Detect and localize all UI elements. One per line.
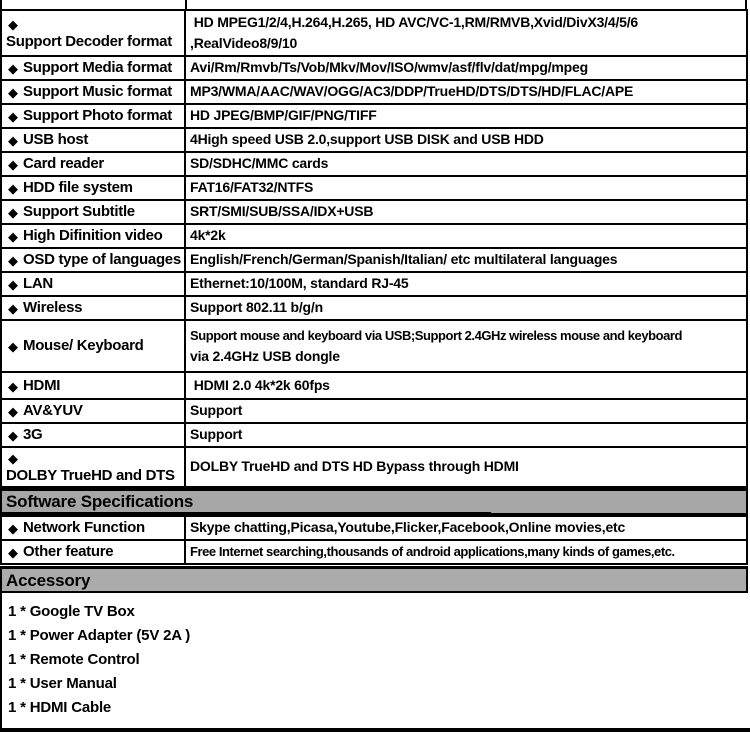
spec-value: DOLBY TrueHD and DTS HD Bypass through HDMI: [190, 458, 519, 474]
diamond-bullet-icon: ◆: [8, 339, 18, 354]
list-item: 1 * User Manual: [8, 675, 117, 692]
spec-value-cell: [185, 56, 747, 80]
spec-value: SD/SDHC/MMC cards: [190, 155, 329, 171]
spec-value: via 2.4GHz USB dongle: [190, 348, 340, 364]
table-row: [1, 447, 747, 487]
spec-label-cell: [1, 423, 185, 447]
spec-value-cell: [185, 296, 747, 320]
spec-value-cell: [185, 272, 747, 296]
table-row: [1, 296, 747, 320]
diamond-bullet-icon: ◆: [8, 181, 18, 196]
spec-value-cell: [185, 320, 747, 372]
spec-label: DOLBY TrueHD and DTS: [6, 467, 175, 484]
spec-value-cell: [185, 128, 747, 152]
table-row: [1, 56, 747, 80]
column-divider-stub: [185, 0, 187, 9]
spec-value: Support: [190, 426, 243, 442]
spec-value: HDMI 2.0 4k*2k 60fps: [190, 376, 330, 393]
spec-label: Mouse/ Keyboard: [23, 337, 144, 354]
software-specifications-header: [0, 488, 748, 515]
spec-label-cell: [1, 10, 185, 56]
table-row: [1, 272, 747, 296]
spec-value-cell: [185, 516, 747, 540]
diamond-bullet-icon: ◆: [8, 133, 18, 148]
table-row: [1, 399, 747, 423]
spec-label: Support Photo format: [23, 107, 172, 124]
spec-label: Support Music format: [23, 83, 173, 100]
spec-value-cell: [185, 152, 747, 176]
spec-value-cell: [185, 104, 747, 128]
spec-value-cell: [185, 80, 747, 104]
spec-value: English/French/German/Spanish/Italian/ etc multilateral languages: [190, 251, 618, 267]
spec-label: HDD file system: [23, 179, 133, 196]
spec-label: High Difinition video: [23, 227, 163, 244]
table-row: [1, 104, 747, 128]
spec-label: Card reader: [23, 155, 104, 172]
spec-value: Support mouse and keyboard via USB;Support 2.4GHz wireless mouse and keyboard: [190, 328, 682, 343]
table-row: [1, 320, 747, 372]
diamond-bullet-icon: ◆: [8, 205, 18, 220]
spec-label: Support Media format: [23, 59, 173, 76]
spec-value-cell: [185, 372, 747, 399]
diamond-bullet-icon: ◆: [8, 229, 18, 244]
diamond-bullet-icon: ◆: [8, 521, 18, 536]
spec-label: USB host: [23, 131, 89, 148]
spec-label-cell: [1, 248, 185, 272]
spec-label: 3G: [23, 426, 43, 443]
diamond-bullet-icon: ◆: [8, 545, 18, 560]
spec-value: HD MPEG1/2/4,H.264,H.265, HD AVC/VC-1,RM/RMVB,Xvid/DivX3/4/5/6: [190, 14, 638, 30]
spec-value-cell: [185, 224, 747, 248]
diamond-bullet-icon: ◆: [8, 277, 18, 292]
spec-value: Free Internet searching,thousands of android applications,many kinds of games,etc.: [190, 544, 675, 559]
spec-value-cell: [185, 200, 747, 224]
spec-label-cell: [1, 272, 185, 296]
spec-value: HD JPEG/BMP/GIF/PNG/TIFF: [190, 107, 377, 123]
spec-value: Support: [190, 402, 243, 418]
spec-label-cell: [1, 104, 185, 128]
table-row: [1, 248, 747, 272]
spec-label: Support Subtitle: [23, 203, 135, 220]
spec-value-cell: [185, 423, 747, 447]
spec-label: HDMI: [23, 376, 61, 394]
spec-label: Wireless: [23, 299, 83, 316]
hardware-spec-table: [0, 9, 748, 488]
accessory-list: [0, 593, 750, 732]
spec-value: 4High speed USB 2.0,support USB DISK and USB HDD: [190, 131, 544, 147]
spec-label-cell: [1, 320, 185, 372]
section-title: Software Specifications: [2, 491, 491, 515]
diamond-bullet-icon: ◆: [8, 451, 18, 466]
left-border-stub: [0, 0, 2, 9]
spec-label-cell: [1, 224, 185, 248]
spec-value: FAT16/FAT32/NTFS: [190, 179, 314, 195]
spec-value: ,RealVideo8/9/10: [190, 35, 298, 51]
spec-label-cell: [1, 540, 185, 564]
accessory-header: [0, 566, 748, 593]
spec-value: 4k*2k: [190, 227, 226, 243]
right-border-stub: [745, 0, 747, 9]
spec-label: Other feature: [23, 543, 114, 560]
spec-label-cell: [1, 296, 185, 320]
diamond-bullet-icon: ◆: [8, 428, 18, 443]
table-crop-strip: [0, 0, 750, 9]
table-row: [1, 540, 747, 564]
diamond-bullet-icon: ◆: [8, 85, 18, 100]
spec-value: Support 802.11 b/g/n: [190, 299, 323, 315]
table-row: [1, 152, 747, 176]
table-row: [1, 200, 747, 224]
spec-value: SRT/SMI/SUB/SSA/IDX+USB: [190, 203, 374, 219]
table-row: [1, 176, 747, 200]
spec-label-cell: [1, 80, 185, 104]
spec-label-cell: [1, 516, 185, 540]
spec-label-cell: [1, 399, 185, 423]
diamond-bullet-icon: ◆: [8, 157, 18, 172]
spec-value: Skype chatting,Picasa,Youtube,Flicker,Facebook,Online movies,etc: [190, 519, 626, 535]
spec-label-cell: [1, 152, 185, 176]
table-row: [1, 80, 747, 104]
table-row: [1, 372, 747, 399]
spec-label: LAN: [23, 275, 53, 292]
spec-value: MP3/WMA/AAC/WAV/OGG/AC3/DDP/TrueHD/DTS/DTS/HD/FLAC/APE: [190, 83, 634, 99]
table-row: [1, 224, 747, 248]
spec-label: OSD type of languages: [23, 251, 181, 268]
spec-label-cell: [1, 200, 185, 224]
spec-label-cell: [1, 176, 185, 200]
spec-value: Ethernet:10/100M, standard RJ-45: [190, 275, 409, 291]
spec-value-cell: [185, 10, 747, 56]
spec-label-cell: [1, 128, 185, 152]
software-spec-table: [0, 515, 748, 565]
spec-label: Support Decoder format: [6, 33, 172, 50]
list-item: 1 * Remote Control: [8, 651, 140, 668]
spec-label: AV&YUV: [23, 402, 83, 419]
spec-label-cell: [1, 447, 185, 487]
table-row: [1, 423, 747, 447]
spec-label: Network Function: [23, 519, 145, 536]
list-item: 1 * Google TV Box: [8, 603, 135, 620]
spec-value-cell: [185, 447, 747, 487]
spec-label-cell: [1, 56, 185, 80]
list-item: 1 * Power Adapter (5V 2A ): [8, 627, 191, 644]
diamond-bullet-icon: ◆: [8, 109, 18, 124]
table-row: [1, 516, 747, 540]
list-item: 1 * HDMI Cable: [8, 699, 112, 716]
spec-value: Avi/Rm/Rmvb/Ts/Vob/Mkv/Mov/ISO/wmv/asf/flv/dat/mpg/mpeg: [190, 59, 588, 75]
diamond-bullet-icon: ◆: [8, 253, 18, 268]
spec-value-cell: [185, 176, 747, 200]
diamond-bullet-icon: ◆: [8, 61, 18, 76]
table-row: [1, 10, 747, 56]
diamond-bullet-icon: ◆: [8, 301, 18, 316]
table-row: [1, 128, 747, 152]
diamond-bullet-icon: ◆: [8, 378, 18, 394]
spec-value-cell: [185, 248, 747, 272]
diamond-bullet-icon: ◆: [8, 17, 18, 32]
section-title: Accessory: [6, 571, 91, 590]
diamond-bullet-icon: ◆: [8, 404, 18, 419]
spec-value-cell: [185, 540, 747, 564]
spec-label-cell: [1, 372, 185, 399]
spec-value-cell: [185, 399, 747, 423]
